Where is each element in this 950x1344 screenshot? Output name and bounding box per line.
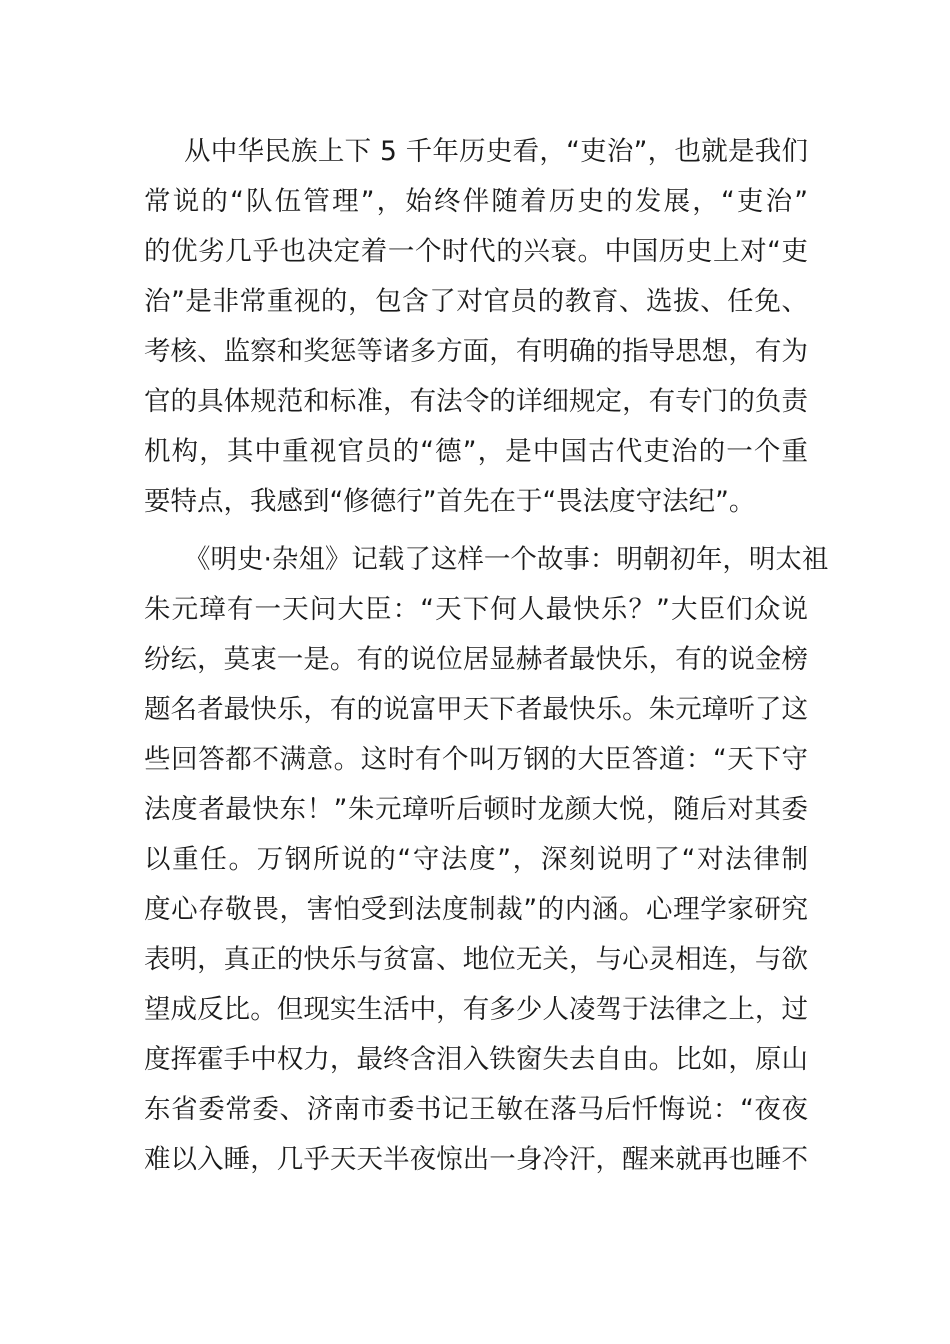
text-line: 朱元璋有一天问大臣：“天下何人最快乐？”大臣们众说	[144, 594, 808, 625]
text-line: 机构，其中重视官员的“德”，是中国古代吏治的一个重	[144, 436, 808, 467]
text-line: 要特点，我感到“修德行”首先在于“畏法度守法纪”。	[144, 486, 756, 517]
text-line: 题名者最快乐，有的说富甲天下者最快乐。朱元璋听了这	[144, 694, 808, 725]
text-line: 法度者最快东！”朱元璋听后顿时龙颜大悦，随后对其委	[144, 794, 808, 825]
text-line: 治”是非常重视的，包含了对官员的教育、选拔、任免、	[144, 286, 808, 317]
text-line: 纷纭，莫衷一是。有的说位居显赫者最快乐，有的说金榜	[144, 644, 808, 675]
paragraph-1	[144, 127, 808, 527]
text-line: 度心存敬畏，害怕受到法度制裁”的内涵。心理学家研究	[144, 894, 808, 925]
text-line: 东省委常委、济南市委书记王敏在落马后忏悔说：“夜夜	[144, 1094, 808, 1125]
text-line: 表明，真正的快乐与贫富、地位无关，与心灵相连，与欲	[144, 944, 808, 975]
text-line: 考核、监察和奖惩等诸多方面，有明确的指导思想，有为	[144, 336, 808, 367]
text-line: 难以入睡，几乎天天半夜惊出一身冷汗，醒来就再也睡不	[144, 1144, 808, 1175]
text-line: 度挥霍手中权力，最终含泪入铁窗失去自由。比如，原山	[144, 1044, 808, 1075]
text-line: 从中华民族上下 5 千年历史看，“吏治”，也就是我们	[184, 136, 808, 167]
paragraph-2	[144, 535, 829, 1185]
text-line: 些回答都不满意。这时有个叫万钢的大臣答道：“天下守	[144, 744, 808, 775]
text-line: 《明史·杂俎》记载了这样一个故事：明朝初年，明太祖	[184, 544, 829, 575]
text-line: 以重任。万钢所说的“守法度”，深刻说明了“对法律制	[144, 844, 808, 875]
text-line: 常说的“队伍管理”，始终伴随着历史的发展，“吏治”	[144, 186, 808, 217]
text-line: 官的具体规范和标准，有法令的详细规定，有专门的负责	[144, 386, 808, 417]
text-line: 的优劣几乎也决定着一个时代的兴衰。中国历史上对“吏	[144, 236, 808, 267]
text-line: 望成反比。但现实生活中，有多少人凌驾于法律之上，过	[144, 994, 808, 1025]
